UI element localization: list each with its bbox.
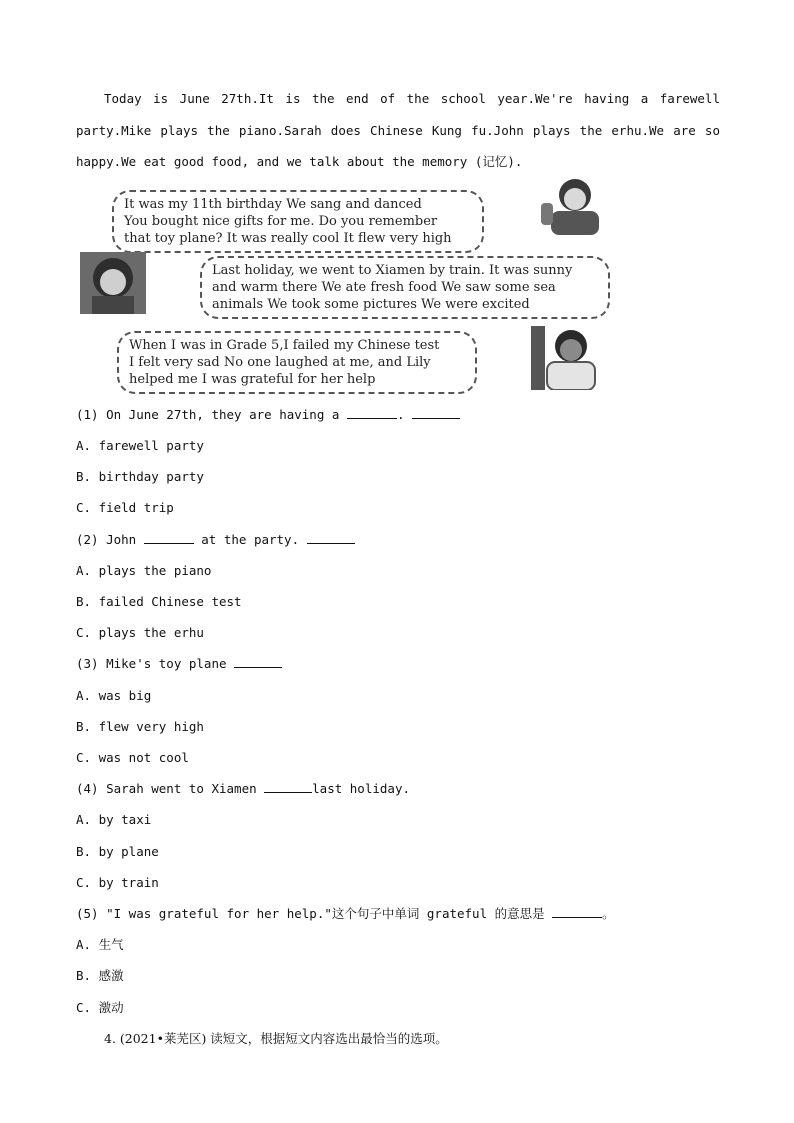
option-2a[interactable]: A. plays the piano	[76, 563, 212, 578]
option-4c[interactable]: C. by train	[76, 875, 159, 890]
option-1c[interactable]: C. field trip	[76, 500, 174, 515]
speech-bubble-2	[200, 256, 610, 319]
option-1a[interactable]: A. farewell party	[76, 438, 204, 453]
option-4b[interactable]: B. by plane	[76, 844, 159, 859]
question-5: (5) "I was grateful for her help."这个句子中单词 grateful 的意思是 。	[76, 906, 615, 921]
question-3: (3) Mike's toy plane	[76, 656, 282, 672]
question-2: (2) John at the party.	[76, 532, 355, 548]
option-1b[interactable]: B. birthday party	[76, 469, 204, 484]
option-5a[interactable]: A. 生气	[76, 937, 124, 952]
answer-blank[interactable]	[552, 917, 602, 918]
answer-blank[interactable]	[144, 543, 194, 544]
bubble-1-line-1: It was my 11th birthday We sang and danced	[124, 197, 422, 212]
bubble-2-line-3: animals We took some pictures We were excited	[212, 297, 530, 312]
bubble-3-line-1: When I was in Grade 5,I failed my Chinese test	[129, 338, 440, 353]
next-item-heading: 4. (2021•莱芜区) 读短文，根据短文内容选出最恰当的选项。	[104, 1031, 448, 1046]
option-5b[interactable]: B. 感激	[76, 968, 124, 983]
girl-avatar	[80, 252, 146, 314]
answer-blank[interactable]	[264, 792, 312, 793]
option-2b[interactable]: B. failed Chinese test	[76, 594, 242, 609]
option-4a[interactable]: A. by taxi	[76, 812, 152, 827]
option-2c[interactable]: C. plays the erhu	[76, 625, 204, 640]
bubble-1-line-2: You bought nice gifts for me. Do you remember	[124, 214, 438, 229]
bubble-3-line-3: helped me I was grateful for her help	[129, 372, 376, 387]
bubble-3-line-2: I felt very sad No one laughed at me, and Lily	[129, 355, 431, 370]
boy-avatar-2	[531, 326, 607, 390]
question-1: (1) On June 27th, they are having a .	[76, 407, 460, 423]
bubble-2-line-2: and warm there We ate fresh food We saw some sea	[212, 280, 556, 295]
answer-blank[interactable]	[412, 418, 460, 419]
bubble-2-line-1: Last holiday, we went to Xiamen by train. It was sunny	[212, 263, 573, 278]
option-3b[interactable]: B. flew very high	[76, 719, 204, 734]
speech-bubble-3	[117, 331, 477, 394]
answer-blank[interactable]	[307, 543, 355, 544]
question-4: (4) Sarah went to Xiamen last holiday.	[76, 781, 410, 796]
speech-bubble-1	[112, 190, 484, 253]
answer-blank[interactable]	[234, 667, 282, 668]
option-5c[interactable]: C. 激动	[76, 1000, 124, 1015]
answer-blank[interactable]	[347, 418, 397, 419]
bubble-1-line-3: that toy plane? It was really cool It flew very high	[124, 231, 452, 246]
reading-passage: Today is June 27th.It is the end of the school year.We're having a farewell party.Mike plays the piano.Sarah does Chinese Kung fu.John plays the erhu.We are so happy.We eat good food, and we talk about the memory (记忆).	[76, 91, 720, 169]
boy-avatar-1	[537, 173, 612, 235]
option-3a[interactable]: A. was big	[76, 688, 152, 703]
option-3c[interactable]: C. was not cool	[76, 750, 189, 765]
